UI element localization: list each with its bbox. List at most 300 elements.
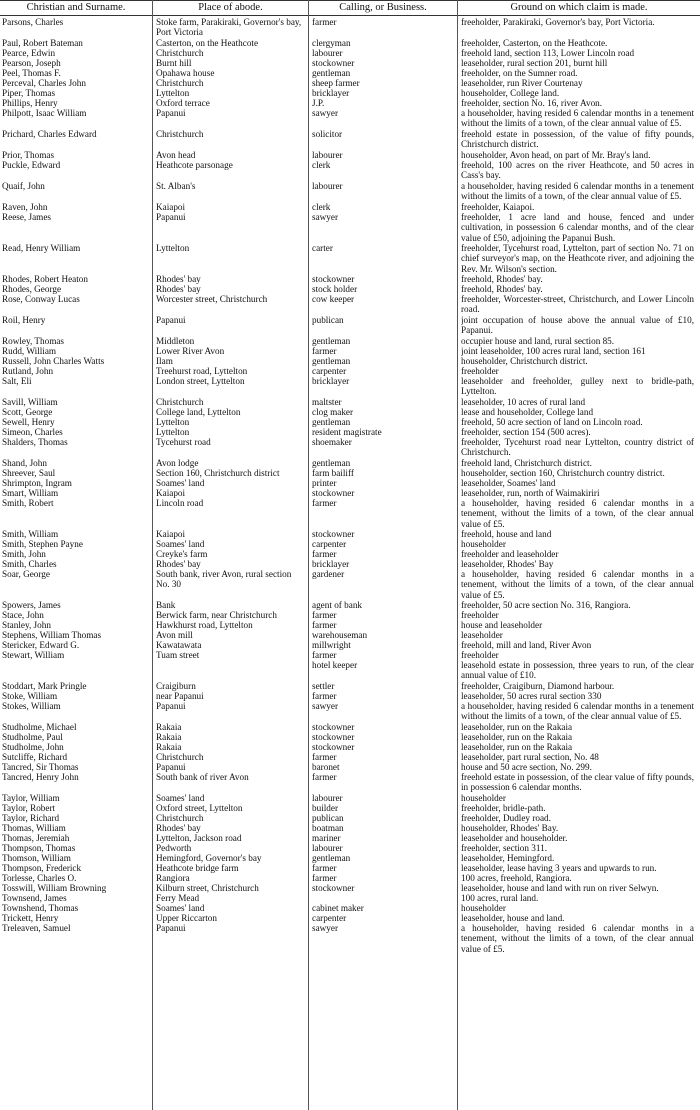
table-row (0, 437, 700, 458)
entry-abode: Ilam (156, 356, 173, 366)
entry-ground: leaseholder, run on the Rakaia (461, 742, 573, 752)
entry-ground: leaseholder, 10 acres of rural land (461, 397, 586, 407)
entry-abode: Rakaia (156, 722, 182, 732)
entry-ground: freehold estate in possession, of the clear value of fifty pounds, in possession 6 calendar months. (461, 772, 694, 793)
entry-name: Piper, Thomas (2, 88, 56, 98)
entry-abode: Lyttelton (156, 88, 190, 98)
entry-ground: 100 acres, freehold, Rangiora. (461, 873, 572, 883)
entry-abode: Avon mill (156, 630, 193, 640)
entry-ground: leaseholder, run on the Rakaia (461, 732, 573, 742)
entry-ground: leaseholder, part rural section, No. 48 (461, 752, 599, 762)
entry-ground: freeholder, Dudley road. (461, 813, 551, 823)
table-row (0, 17, 700, 38)
entry-abode: Heathcote parsonage (156, 160, 233, 170)
entry-name: Tancred, Henry John (2, 772, 79, 782)
entry-abode: Soames' land (156, 793, 205, 803)
entry-ground: freeholder, Casterton, on the Heathcote. (461, 38, 608, 48)
entry-ground: freehold estate in possession, of the value of fifty pounds, Christchurch district. (461, 129, 694, 150)
table-row (0, 722, 700, 732)
table-row (0, 407, 700, 417)
entry-ground: householder (461, 903, 506, 913)
table-row (0, 843, 700, 853)
entry-name: Rowley, Thomas (2, 336, 65, 346)
table-row (0, 160, 700, 181)
entry-calling: clog maker (312, 407, 354, 417)
entry-name: Treleaven, Samuel (2, 923, 71, 933)
table-row (0, 212, 700, 243)
entry-calling: farmer (312, 620, 337, 630)
entry-calling: farmer (312, 610, 337, 620)
table-row (0, 559, 700, 569)
entry-name: Rudd, William (2, 346, 57, 356)
entry-ground: freeholder, 1 acre land and house, fenced and under cultivation, in possession 6 calendar months, and of the clear value of £50, adjoining the Papanui Bush. (461, 212, 694, 243)
table-row (0, 923, 700, 954)
entry-calling: stock holder (312, 284, 358, 294)
entry-ground: freehold, 50 acre section of land on Lincoln road. (461, 417, 643, 427)
entry-ground: freehold land, section 113, Lower Lincoln road (461, 48, 635, 58)
entry-abode: London street, Lyttelton (156, 376, 245, 386)
entry-name: Smith, Stephen Payne (2, 539, 83, 549)
table-row (0, 468, 700, 478)
entry-ground: a householder, having resided 6 calendar months in a tenement without the limits of a town, of the clear annual value of £5. (461, 181, 694, 202)
entry-abode: Worcester street, Christchurch (156, 294, 268, 304)
entry-name: Stericker, Edward G. (2, 640, 80, 650)
table-row (0, 701, 700, 722)
entry-abode: Kaiapoi (156, 202, 186, 212)
entry-name: Stokes, William (2, 701, 61, 711)
entry-name: Smith, William (2, 529, 59, 539)
entry-abode: Lincoln road (156, 498, 204, 508)
entry-abode: Rakaia (156, 732, 182, 742)
table-row (0, 762, 700, 772)
entry-calling: clerk (312, 160, 331, 170)
entry-calling: gentleman (312, 853, 351, 863)
entry-ground: freeholder, section 154 (500 acres). (461, 427, 591, 437)
table-row (0, 691, 700, 701)
entry-abode: Stoke farm, Parakiraki, Governor's bay, Port Victoria (156, 17, 302, 38)
entry-abode: Avon head (156, 150, 196, 160)
entry-name: Shand, John (2, 458, 47, 468)
entry-name: Raven, John (2, 202, 48, 212)
entry-abode: Tycehurst road (156, 437, 211, 447)
entry-name: Sewell, Henry (2, 417, 55, 427)
entry-abode: Rakaia (156, 742, 182, 752)
entry-ground: house and 50 acre section, No. 299. (461, 762, 592, 772)
entry-ground: freeholder, section 311. (461, 843, 548, 853)
entry-name: Roil, Henry (2, 315, 46, 325)
entry-calling: labourer (312, 793, 343, 803)
entry-ground: freeholder, Kaiapoi. (461, 202, 535, 212)
table-row (0, 284, 700, 294)
entry-abode: Section 160, Christchurch district (156, 468, 280, 478)
entry-abode: Papanui (156, 315, 186, 325)
entry-calling: farm bailiff (312, 468, 354, 478)
entry-ground: a householder, having resided 6 calendar months in a tenement, without the limits of a town, of the clear annual value of £5. (461, 569, 694, 600)
entry-calling: gardener (312, 569, 345, 579)
entry-name: Tancred, Sir Thomas (2, 762, 79, 772)
entry-name: Shalders, Thomas (2, 437, 68, 447)
entry-abode: Soames' land (156, 903, 205, 913)
entry-abode: Papanui (156, 923, 186, 933)
entry-name: Taylor, Richard (2, 813, 60, 823)
entry-abode: Lyttelton (156, 427, 190, 437)
entry-name: Prichard, Charles Edward (2, 129, 97, 139)
entry-name: Torlesse, Charles O. (2, 873, 77, 883)
table-row (0, 38, 700, 48)
entry-abode: Papanui (156, 212, 186, 222)
entry-ground: freeholder (461, 610, 499, 620)
entry-name: Perceval, Charles John (2, 78, 86, 88)
entry-calling: hotel keeper (312, 660, 358, 670)
entry-name: Thomas, Jeremiah (2, 833, 70, 843)
table-row (0, 98, 700, 108)
entry-calling: builder (312, 803, 339, 813)
entry-name: Stace, John (2, 610, 44, 620)
entry-abode: Christchurch (156, 813, 204, 823)
entry-calling: stockowner (312, 732, 355, 742)
table-row (0, 397, 700, 407)
entry-name: Spowers, James (2, 600, 61, 610)
entry-abode: Ferry Mead (156, 893, 200, 903)
entry-abode: Kawatawata (156, 640, 202, 650)
entry-calling: bricklayer (312, 88, 350, 98)
entry-ground: a householder, having resided 6 calendar months in a tenement, without the limits of a town, of the clear annual value of £5. (461, 498, 694, 529)
table-row (0, 150, 700, 160)
entry-calling: carpenter (312, 539, 347, 549)
entry-ground: joint occupation of house above the annual value of £10, Papanui. (461, 315, 694, 336)
entry-calling: shoemaker (312, 437, 352, 447)
table-row (0, 732, 700, 742)
entry-abode: Casterton, on the Heathcote (156, 38, 259, 48)
entry-ground: leaseholder, rural section 201, burnt hill (461, 58, 608, 68)
table-row (0, 427, 700, 437)
entry-calling: warehouseman (312, 630, 368, 640)
entry-name: Stanley, John (2, 620, 51, 630)
table-row (0, 873, 700, 883)
entry-calling: farmer (312, 17, 337, 27)
entry-abode: Rhodes' bay (156, 823, 201, 833)
entry-ground: house and leaseholder (461, 620, 543, 630)
entry-calling: clerk (312, 202, 331, 212)
table-row (0, 650, 700, 660)
table-row (0, 78, 700, 88)
entry-name: Peel, Thomas F. (2, 68, 61, 78)
entry-calling: farmer (312, 691, 337, 701)
entry-ground: freeholder, section No. 16, river Avon. (461, 98, 603, 108)
table-row (0, 793, 700, 803)
entry-calling: farmer (312, 346, 337, 356)
table-row (0, 813, 700, 823)
entry-ground: leaseholder, lease having 3 years and upwards to run. (461, 863, 657, 873)
entry-abode: Bank (156, 600, 176, 610)
entry-name: Pearce, Edwin (2, 48, 56, 58)
entry-ground: leaseholder, Hemingford. (461, 853, 555, 863)
entry-name: Soar, George (2, 569, 50, 579)
entry-calling: agent of bank (312, 600, 363, 610)
entry-abode: St. Alban's (156, 181, 196, 191)
entry-abode: Opahawa house (156, 68, 215, 78)
table-row (0, 630, 700, 640)
entry-name: Parsons, Charles (2, 17, 64, 27)
entry-calling: mariner (312, 833, 341, 843)
table-row (0, 346, 700, 356)
entry-abode: Rhodes' bay (156, 274, 201, 284)
entry-ground: freeholder, bridle-path. (461, 803, 546, 813)
entry-abode: Kilburn street, Christchurch (156, 883, 259, 893)
entry-name: Sutcliffe, Richard (2, 752, 68, 762)
table-row (0, 274, 700, 284)
entry-ground: leaseholder (461, 630, 503, 640)
entry-calling: baronet (312, 762, 340, 772)
entry-ground: leaseholder, Soames' land (461, 478, 556, 488)
entry-ground: a householder, having resided 6 calendar months in a tenement without the limits of a town, of the clear annual value of £5. (461, 108, 694, 129)
entry-ground: householder (461, 793, 506, 803)
entry-name: Read, Henry William (2, 243, 81, 253)
table-row (0, 68, 700, 78)
entry-calling: settler (312, 681, 335, 691)
entry-calling: stockowner (312, 58, 355, 68)
entry-name: Taylor, Robert (2, 803, 56, 813)
entry-ground: freeholder, Parakiraki, Governor's bay, Port Victoria. (461, 17, 655, 27)
entry-calling: gentleman (312, 68, 351, 78)
entry-ground: householder, Christchurch district. (461, 356, 588, 366)
table-row (0, 243, 700, 274)
entry-name: Thompson, Thomas (2, 843, 76, 853)
entry-calling: labourer (312, 150, 343, 160)
table-row (0, 640, 700, 650)
entry-calling: stockowner (312, 742, 355, 752)
entry-name: Stoke, William (2, 691, 58, 701)
entry-calling: clergyman (312, 38, 351, 48)
entry-name: Stephens, William Thomas (2, 630, 102, 640)
entry-calling: farmer (312, 650, 337, 660)
entry-name: Townshend, Thomas (2, 903, 79, 913)
table-row (0, 752, 700, 762)
entry-name: Studholme, John (2, 742, 64, 752)
entry-name: Paul, Robert Bateman (2, 38, 83, 48)
entry-abode: Christchurch (156, 48, 204, 58)
entry-abode: Kaiapoi (156, 529, 186, 539)
table-row (0, 376, 700, 397)
entry-calling: printer (312, 478, 337, 488)
entry-ground: leaseholder, 50 acres rural section 330 (461, 691, 602, 701)
entry-abode: Kaiapoi (156, 488, 186, 498)
table-row (0, 549, 700, 559)
entry-name: Philpott, Isaac William (2, 108, 87, 118)
header-ground: Ground on which claim is made. (458, 0, 700, 16)
entry-calling: labourer (312, 181, 343, 191)
entry-calling: stockowner (312, 883, 355, 893)
entry-ground: leaseholder, Rhodes' Bay (461, 559, 554, 569)
entry-name: Puckle, Edward (2, 160, 61, 170)
entry-abode: Hawkhurst road, Lyttelton (156, 620, 253, 630)
entry-name: Thomson, William (2, 853, 71, 863)
entry-abode: Rhodes' bay (156, 559, 201, 569)
table-row (0, 913, 700, 923)
table-row (0, 417, 700, 427)
entry-name: Shreever, Saul (2, 468, 56, 478)
entry-name: Scott, George (2, 407, 53, 417)
entry-name: Quaif, John (2, 181, 45, 191)
entry-ground: householder, Rhodes' Bay. (461, 823, 559, 833)
entry-name: Reese, James (2, 212, 51, 222)
entry-ground: a householder, having resided 6 calendar months in a tenement without the limits of a town, of the clear annual value of £5. (461, 701, 694, 722)
entry-abode: Papanui (156, 701, 186, 711)
entry-calling: gentleman (312, 336, 351, 346)
entry-calling: gentleman (312, 458, 351, 468)
entry-ground: freeholder, Tycehurst road, Lyttelton, part of section No. 71 on chief surveyor's map, on the Heathcote river, and adjoining the Rev. Mr. Wilson's section. (461, 243, 694, 274)
entry-ground: freeholder, Worcester-street, Christchurch, and Lower Lincoln road. (461, 294, 694, 315)
entry-calling: gentleman (312, 356, 351, 366)
entry-abode: Christchurch (156, 129, 204, 139)
entry-name: Studholme, Michael (2, 722, 77, 732)
entry-name: Studholme, Paul (2, 732, 63, 742)
table-row (0, 488, 700, 498)
entry-abode: Soames' land (156, 478, 205, 488)
entry-name: Smart, William (2, 488, 59, 498)
entry-calling: maltster (312, 397, 342, 407)
entry-name: Thompson, Frederick (2, 863, 82, 873)
entry-calling: sawyer (312, 923, 339, 933)
entry-name: Townsend, James (2, 893, 67, 903)
table-row (0, 893, 700, 903)
entry-calling: bricklayer (312, 559, 350, 569)
entry-abode: Upper Riccarton (156, 913, 217, 923)
entry-calling: farmer (312, 772, 337, 782)
entry-abode: South bank, river Avon, rural section No. 30 (156, 569, 292, 590)
header-abode: Place of abode. (153, 0, 308, 16)
entry-ground: leasehold estate in possession, three years to run, of the clear annual value of £10. (461, 660, 694, 681)
entry-ground: freehold, 100 acres on the river Heathcote, and 50 acres in Cass's bay. (461, 160, 694, 181)
table-row (0, 202, 700, 212)
entry-calling: sawyer (312, 108, 339, 118)
entry-ground: freehold, mill and land, River Avon (461, 640, 592, 650)
table-row (0, 88, 700, 98)
entry-name: Rose, Conway Lucas (2, 294, 80, 304)
table-row (0, 742, 700, 752)
table-row (0, 539, 700, 549)
entry-calling: resident magistrate (312, 427, 382, 437)
entry-ground: leaseholder and freeholder, gulley next to bridle-path, Lyttelton. (461, 376, 694, 397)
entry-ground: leaseholder, run River Courtenay (461, 78, 583, 88)
table-row (0, 48, 700, 58)
entry-name: Simeon, Charles (2, 427, 63, 437)
entry-abode: Rhodes' bay (156, 284, 201, 294)
entry-calling: carpenter (312, 366, 347, 376)
entry-calling: stockowner (312, 274, 355, 284)
entry-abode: Hemingford, Governor's bay (156, 853, 262, 863)
header-name: Christian and Surname. (0, 0, 152, 16)
table-row (0, 833, 700, 843)
entry-ground: freeholder, Craigiburn, Diamond harbour. (461, 681, 615, 691)
entry-ground: a householder, having resided 6 calendar months in a tenement, without the limits of a town, of the clear annual value of £5. (461, 923, 694, 954)
table-row (0, 681, 700, 691)
entry-calling: boatman (312, 823, 344, 833)
entry-ground: householder, College land. (461, 88, 560, 98)
entries-table (0, 17, 700, 954)
entry-calling: farmer (312, 498, 337, 508)
entry-name: Phillips, Henry (2, 98, 58, 108)
table-row (0, 569, 700, 600)
entry-ground: freehold, Rhodes' bay. (461, 274, 543, 284)
entry-ground: occupier house and land, rural section 85. (461, 336, 615, 346)
entry-ground: freeholder and leaseholder (461, 549, 559, 559)
entry-ground: freeholder (461, 650, 499, 660)
table-row (0, 620, 700, 630)
table-row (0, 498, 700, 529)
entry-name: Thomas, William (2, 823, 66, 833)
entry-calling: bricklayer (312, 376, 350, 386)
entry-abode: Pedworth (156, 843, 192, 853)
entry-abode: Soames' land (156, 539, 205, 549)
table-row (0, 903, 700, 913)
entry-name: Prior, Thomas (2, 150, 55, 160)
entry-abode: Oxford terrace (156, 98, 210, 108)
entry-abode: Avon lodge (156, 458, 199, 468)
entry-abode: Heathcote bridge farm (156, 863, 239, 873)
entry-calling: cabinet maker (312, 903, 364, 913)
entry-abode: Berwick farm, near Christchurch (156, 610, 277, 620)
entry-calling: carter (312, 243, 333, 253)
table-row (0, 772, 700, 793)
table-row (0, 823, 700, 833)
entry-name: Smith, John (2, 549, 46, 559)
table-row (0, 108, 700, 129)
entry-ground: freehold, Rhodes' bay. (461, 284, 543, 294)
entry-abode: South bank of river Avon (156, 772, 249, 782)
entry-calling: stockowner (312, 722, 355, 732)
entry-abode: Burnt hill (156, 58, 192, 68)
entry-ground: leaseholder, house and land. (461, 913, 565, 923)
entry-calling: stockowner (312, 529, 355, 539)
entry-abode: Treehurst road, Lyttelton (156, 366, 248, 376)
entry-abode: Lower River Avon (156, 346, 225, 356)
entry-ground: joint leaseholder, 100 acres rural land, section 161 (461, 346, 646, 356)
entry-ground: freeholder, on the Sumner road. (461, 68, 578, 78)
entry-ground: householder (461, 539, 506, 549)
entry-name: Tosswill, William Browning (2, 883, 107, 893)
entry-abode: Papanui (156, 762, 186, 772)
table-row (0, 610, 700, 620)
entry-ground: freehold, house and land (461, 529, 552, 539)
entry-ground: lease and householder, College land (461, 407, 594, 417)
entry-name: Shrimpton, Ingram (2, 478, 72, 488)
entry-abode: Creyke's farm (156, 549, 208, 559)
entry-name: Trickett, Henry (2, 913, 59, 923)
entry-abode: Lyttelton, Jackson road (156, 833, 242, 843)
entry-calling: publican (312, 813, 344, 823)
entry-name: Savill, William (2, 397, 58, 407)
table-row (0, 356, 700, 366)
table-row (0, 58, 700, 68)
entry-name: Taylor, William (2, 793, 60, 803)
entry-ground: 100 acres, rural land. (461, 893, 539, 903)
entry-abode: Christchurch (156, 752, 204, 762)
table-row (0, 336, 700, 346)
entry-abode: Christchurch (156, 78, 204, 88)
entry-calling: labourer (312, 48, 343, 58)
entry-ground: freeholder (461, 366, 499, 376)
table-row (0, 181, 700, 202)
entry-abode: Lyttelton (156, 417, 190, 427)
entry-calling: J.P. (312, 98, 325, 108)
entry-ground: freeholder, Tycehurst road near Lyttelton, country district of Christchurch. (461, 437, 694, 458)
entry-calling: farmer (312, 752, 337, 762)
entry-calling: farmer (312, 863, 337, 873)
entry-name: Rhodes, George (2, 284, 62, 294)
entry-name: Pearson, Joseph (2, 58, 61, 68)
entry-name: Smith, Robert (2, 498, 54, 508)
